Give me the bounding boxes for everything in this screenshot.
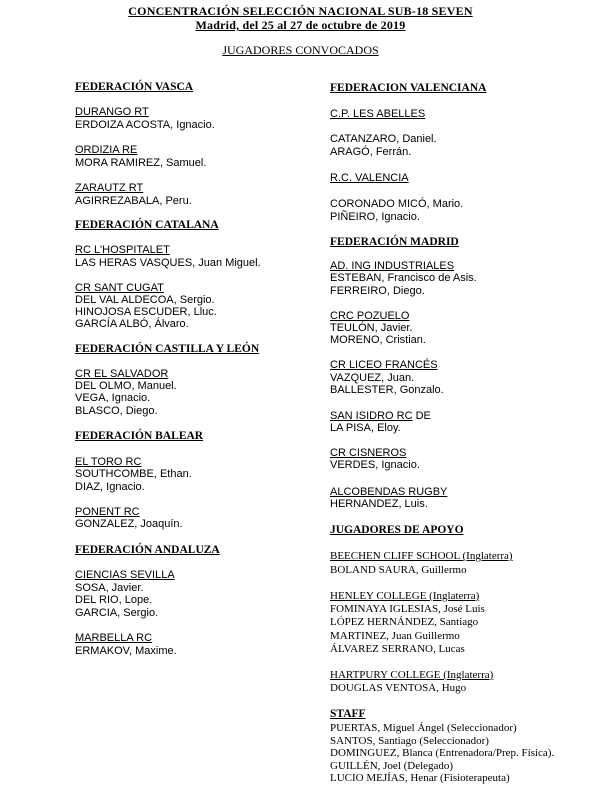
club-name: DURANGO RT xyxy=(75,106,149,118)
club-name: CR SANT CUGAT xyxy=(75,282,164,294)
player-name: MORA RAMIREZ, Samuel. xyxy=(75,157,207,169)
player-name: LA PISA, Eloy. xyxy=(330,422,401,434)
player-name: MARTINEZ, Juan Guillermo xyxy=(330,630,460,642)
federation-heading: FEDERACIÓN MADRID xyxy=(330,236,459,248)
club-name: SAN ISIDRO RC xyxy=(330,410,413,422)
club-name: C.P. LES ABELLES xyxy=(330,108,426,120)
federation-heading: FEDERACION VALENCIANA xyxy=(330,82,487,94)
player-name: VAZQUEZ, Juan. xyxy=(330,372,415,384)
player-name: SOUTHCOMBE, Ethan. xyxy=(75,468,192,480)
player-name: GARCÍA ALBÓ, Álvaro. xyxy=(75,318,189,330)
player-name: CORONADO MICÓ, Mario. xyxy=(330,198,464,210)
staff-heading: STAFF xyxy=(330,708,366,720)
player-name: HINOJOSA ESCUDER, Lluc. xyxy=(75,306,217,318)
player-name: BLASCO, Diego. xyxy=(75,405,158,417)
club-name: HARTPURY COLLEGE (Inglaterra) xyxy=(330,669,494,681)
player-name: DOUGLAS VENTOSA, Hugo xyxy=(330,682,467,694)
club-name: ZARAUTZ RT xyxy=(75,182,144,194)
staff-member: DOMINGUEZ, Blanca (Entrenadora/Prep. Física). xyxy=(330,747,555,759)
club-name: RC L'HOSPITALET xyxy=(75,244,170,256)
player-name: AGIRREZABALA, Peru. xyxy=(75,195,192,207)
player-name: LÓPEZ HERNÁNDEZ, Santiago xyxy=(330,616,479,628)
federation-heading: FEDERACIÓN CASTILLA Y LEÓN xyxy=(75,343,260,355)
club-name: CIENCIAS SEVILLA xyxy=(75,569,175,581)
player-name: TEULÓN, Javier. xyxy=(330,322,413,334)
club-name: ALCOBENDAS RUGBY xyxy=(330,486,448,498)
club-name: BEECHEN CLIFF SCHOOL (Inglaterra) xyxy=(330,550,513,562)
right-column xyxy=(330,0,595,786)
player-name: ÁLVAREZ SERRANO, Lucas xyxy=(330,643,465,655)
federation-heading: FEDERACIÓN BALEAR xyxy=(75,430,204,442)
federation-heading: FEDERACIÓN CATALANA xyxy=(75,219,219,231)
player-name: ERMAKOV, Maxime. xyxy=(75,645,177,657)
club-line xyxy=(330,410,431,422)
player-name: GARCIA, Sergio. xyxy=(75,607,159,619)
staff-member: SANTOS, Santiago (Seleccionador) xyxy=(330,735,489,747)
club-name: R.C. VALENCIA xyxy=(330,172,409,184)
document-title: CONCENTRACIÓN SELECCIÓN NACIONAL SUB-18 SEVEN xyxy=(128,4,473,18)
player-name: ERDOIZA ACOSTA, Ignacio. xyxy=(75,119,215,131)
federation-heading: JUGADORES DE APOYO xyxy=(330,524,464,536)
club-name: PONENT RC xyxy=(75,506,140,518)
staff-member: LUCIO MEJÍAS, Henar (Fisioterapeuta) xyxy=(330,772,510,784)
player-name: VERDES, Ignacio. xyxy=(330,459,420,471)
event-dates: Madrid, del 25 al 27 de octubre de 2019 xyxy=(195,18,406,32)
club-name: CR LICEO FRANCÉS xyxy=(330,359,438,371)
player-name: ARAGÓ, Ferrán. xyxy=(330,146,412,158)
club-name: CR CISNEROS xyxy=(330,447,407,459)
club-name-suffix: DE xyxy=(412,410,431,422)
player-name: SOSA, Javier. xyxy=(75,582,144,594)
section-title: JUGADORES CONVOCADOS xyxy=(222,43,379,57)
federation-heading: FEDERACIÓN VASCA xyxy=(75,81,194,93)
federation-heading: FEDERACIÓN ANDALUZA xyxy=(75,544,220,556)
staff-member: GUILLÉN, Joel (Delegado) xyxy=(330,760,454,772)
player-name: GONZALEZ, Joaquín. xyxy=(75,518,183,530)
club-name: ORDIZIA RE xyxy=(75,144,138,156)
club-name: AD. ING INDUSTRIALES xyxy=(330,260,455,272)
club-name: CRC POZUELO xyxy=(330,310,410,322)
club-name: HENLEY COLLEGE (Inglaterra) xyxy=(330,590,480,602)
club-name: CR EL SALVADOR xyxy=(75,368,169,380)
player-name: HERNANDEZ, Luis. xyxy=(330,498,428,510)
player-name: DEL OLMO, Manuel. xyxy=(75,380,177,392)
player-name: BOLAND SAURA, Guillermo xyxy=(330,564,467,576)
player-name: BALLESTER, Gonzalo. xyxy=(330,384,444,396)
left-column xyxy=(75,0,305,786)
club-name: EL TORO RC xyxy=(75,456,142,468)
staff-member: PUERTAS, Miguel Ángel (Seleccionador) xyxy=(330,722,517,734)
player-name: CATANZARO, Daniel. xyxy=(330,133,437,145)
player-name: FOMINAYA IGLESIAS, José Luis xyxy=(330,603,485,615)
player-name: DEL VAL ALDECOA, Sergio. xyxy=(75,294,215,306)
player-name: MORENO, Cristian. xyxy=(330,334,426,346)
player-name: ESTEBAN, Francisco de Asis. xyxy=(330,272,477,284)
club-name: MARBELLA RC xyxy=(75,632,153,644)
player-name: PIÑEIRO, Ignacio. xyxy=(330,211,420,223)
player-name: DEL RIO, Lope. xyxy=(75,594,153,606)
player-name: FERREIRO, Diego. xyxy=(330,285,425,297)
player-name: VEGA, Ignacio. xyxy=(75,392,151,404)
player-name: LAS HERAS VASQUES, Juan Miguel. xyxy=(75,257,261,269)
player-name: DIAZ, Ignacio. xyxy=(75,481,145,493)
